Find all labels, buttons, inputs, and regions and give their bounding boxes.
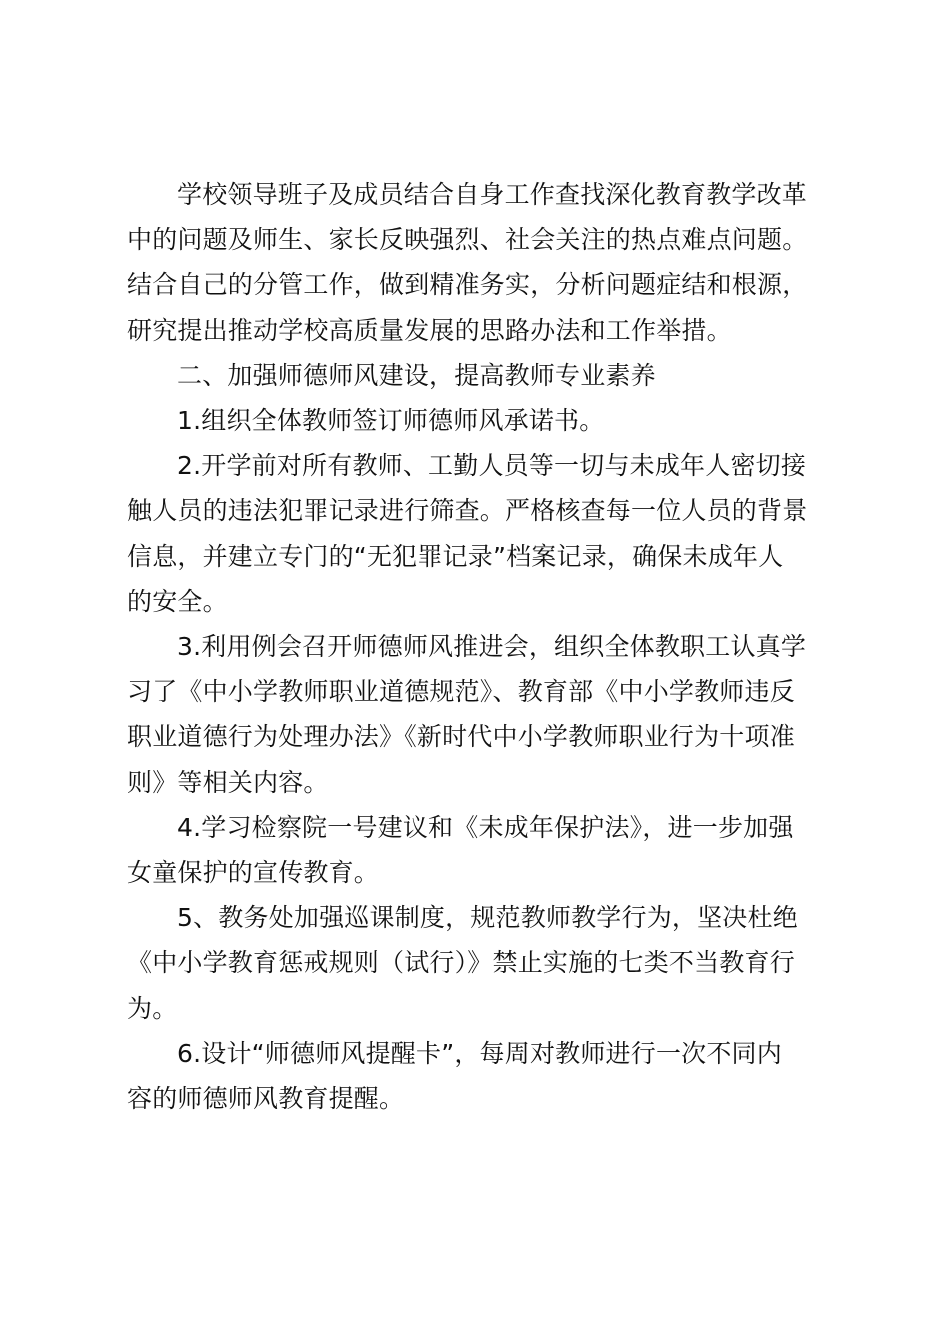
text-line: 为。 [127, 993, 178, 1023]
text-line: 习了《中小学教师职业道德规范》、教育部《中小学教师违反 [127, 677, 795, 707]
list-item [127, 624, 832, 805]
list-item [127, 805, 832, 895]
text-line: 6.设计“师德师风提醒卡”，每周对教师进行一次不同内 [177, 1038, 782, 1068]
list-item [127, 443, 832, 624]
list-item [127, 895, 832, 1031]
text-line: 职业道德行为处理办法》《新时代中小学教师职业行为十项准 [127, 722, 795, 752]
text-line: 3.利用例会召开师德师风推进会，组织全体教职工认真学 [177, 632, 807, 662]
text-line: 1.组织全体教师签订师德师风承诺书。 [177, 406, 605, 436]
text-line: 触人员的违法犯罪记录进行筛查。严格核查每一位人员的背景 [127, 496, 808, 526]
list-item [127, 398, 832, 443]
text-line: 女童保护的宣传教育。 [127, 858, 380, 888]
list-item [127, 1031, 832, 1121]
paragraph-leadership-review [127, 172, 832, 353]
section-heading [127, 353, 832, 398]
text-line: 研究提出推动学校高质量发展的思路办法和工作举措。 [127, 315, 732, 345]
text-line: 则》等相关内容。 [127, 767, 329, 797]
text-line: 5、教务处加强巡课制度，规范教师教学行为，坚决杜绝 [177, 903, 798, 933]
text-line: 的安全。 [127, 586, 228, 616]
text-line: 4.学习检察院一号建议和《未成年保护法》，进一步加强 [177, 812, 794, 842]
text-line: 学校领导班子及成员结合自身工作查找深化教育教学改革 [177, 180, 808, 209]
document-body [127, 172, 832, 1121]
text-line: 中的问题及师生、家长反映强烈、社会关注的热点难点问题。 [127, 225, 808, 255]
text-line: 《中小学教育惩戒规则（试行）》禁止实施的七类不当教育行 [127, 948, 795, 978]
section-heading-text: 二、加强师德师风建设，提高教师专业素养 [177, 360, 656, 390]
text-line: 结合自己的分管工作，做到精准务实，分析问题症结和根源， [127, 270, 808, 300]
text-line: 信息，并建立专门的“无犯罪记录”档案记录，确保未成年人 [127, 541, 784, 571]
text-line: 2.开学前对所有教师、工勤人员等一切与未成年人密切接 [177, 451, 807, 481]
text-line: 容的师德师风教育提醒。 [127, 1084, 405, 1114]
